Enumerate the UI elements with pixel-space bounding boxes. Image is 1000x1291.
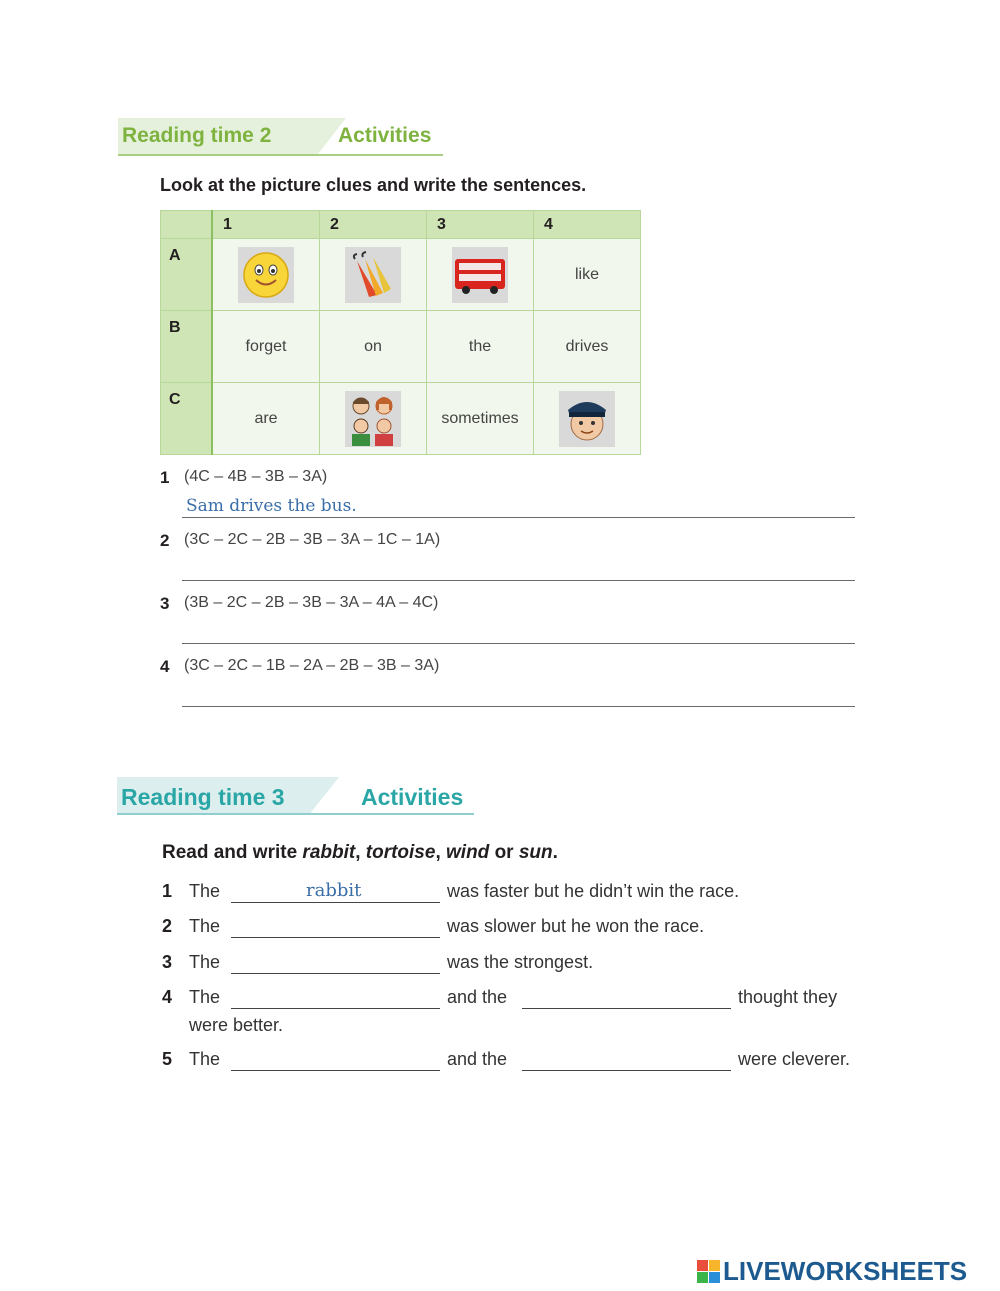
grid-cell-1a	[212, 239, 320, 311]
grid-row-b	[161, 311, 641, 383]
word-tortoise: tortoise	[365, 842, 436, 863]
exercise-number: 3	[160, 594, 170, 613]
fill-blank-4a[interactable]	[231, 1008, 440, 1009]
section-header-reading-time-3	[117, 777, 474, 815]
item-number: 4	[162, 987, 173, 1007]
logo-block	[697, 1272, 708, 1283]
item-number: 5	[162, 1049, 173, 1069]
item-rest: was the strongest.	[447, 952, 594, 972]
fill-blank-5a[interactable]	[231, 1070, 440, 1071]
exercise-sequence: (3B – 2C – 2B – 3B – 3A – 4A – 4C)	[184, 594, 439, 611]
answer-line-4[interactable]	[182, 706, 855, 707]
item-mid: and the	[447, 987, 508, 1007]
exercise-number: 1	[160, 468, 170, 487]
instruction-text: Look at the picture clues and write the sentences.	[160, 175, 587, 195]
item-rest: were cleverer.	[738, 1049, 851, 1069]
item-rest: was faster but he didn’t win the race.	[447, 881, 740, 901]
grid-cell-1c: are	[212, 383, 320, 455]
grid-row-label: A	[161, 239, 213, 311]
logo-blocks-icon	[697, 1260, 720, 1283]
answer-line-3[interactable]	[182, 643, 855, 644]
item-rest-continued: were better.	[189, 1015, 284, 1035]
grid-row-label: B	[161, 311, 213, 383]
exercise-sequence: (3C – 2C – 1B – 2A – 2B – 3B – 3A)	[184, 657, 440, 674]
answer-line-1[interactable]	[182, 517, 855, 518]
item-the: The	[189, 987, 221, 1007]
section-title: Reading time 3	[121, 784, 285, 810]
umbrellas-icon	[345, 247, 401, 303]
fill-blank-3[interactable]	[231, 973, 440, 974]
grid-cell-3a	[427, 239, 534, 311]
written-answer: rabbit	[306, 880, 362, 901]
comma: ,	[355, 842, 366, 863]
grid-column-header: 2	[320, 211, 427, 239]
exercise-sequence: (3C – 2C – 2B – 3B – 3A – 1C – 1A)	[184, 531, 441, 548]
grid-corner-cell	[161, 211, 213, 239]
instruction-text	[162, 842, 558, 864]
section-header-reading-time-2	[118, 118, 443, 156]
grid-row-label: C	[161, 383, 213, 455]
logo-text: LIVEWORKSHEETS	[723, 1256, 968, 1286]
grid-header-row	[161, 211, 641, 239]
word-rabbit: rabbit	[302, 842, 356, 863]
grid-cell-4b: drives	[534, 311, 641, 383]
fill-blank-4b[interactable]	[522, 1008, 731, 1009]
banner-tab-corner	[309, 777, 339, 815]
item-the: The	[189, 916, 221, 936]
red-bus-icon	[452, 247, 508, 303]
section-activities-label: Activities	[338, 124, 432, 147]
bus-driver-icon	[559, 391, 615, 447]
word-sun: sun	[518, 842, 553, 863]
fill-blank-5b[interactable]	[522, 1070, 731, 1071]
banner-underline	[118, 154, 443, 156]
item-rest: thought they	[738, 987, 838, 1007]
logo-block	[697, 1260, 708, 1271]
period: .	[552, 842, 558, 863]
comma: ,	[435, 842, 447, 863]
grid-row-a	[161, 239, 641, 311]
item-the: The	[189, 952, 221, 972]
grid-row-c	[161, 383, 641, 455]
grid-cell-3b: the	[427, 311, 534, 383]
grid-cell-4c	[534, 383, 641, 455]
item-the: The	[189, 881, 221, 901]
section-title: Reading time 2	[122, 124, 272, 147]
grid-cell-1b: forget	[212, 311, 320, 383]
grid-column-header: 1	[212, 211, 320, 239]
word-or: or	[489, 842, 519, 863]
family-people-icon	[345, 391, 401, 447]
written-answer: Sam drives the bus.	[186, 496, 357, 516]
item-mid: and the	[447, 1049, 508, 1069]
liveworksheets-logo[interactable]	[697, 1256, 967, 1287]
grid-column-header: 3	[427, 211, 534, 239]
exercise-number: 4	[160, 657, 170, 676]
grid-cell-2b: on	[320, 311, 427, 383]
answer-line-2[interactable]	[182, 580, 855, 581]
exercise-sequence: (4C – 4B – 3B – 3A)	[184, 468, 328, 485]
item-rest: was slower but he won the race.	[447, 916, 705, 936]
smiley-face-icon	[238, 247, 294, 303]
banner-underline	[117, 813, 474, 815]
exercise-number: 2	[160, 531, 170, 550]
section-activities-label: Activities	[361, 784, 464, 810]
grid-cell-2a	[320, 239, 427, 311]
item-number: 3	[162, 952, 173, 972]
item-the: The	[189, 1049, 221, 1069]
logo-block	[709, 1260, 720, 1271]
word-wind: wind	[446, 842, 490, 863]
item-number: 2	[162, 916, 173, 936]
grid-cell-4a: like	[534, 239, 641, 311]
picture-clue-grid	[160, 210, 641, 455]
instruction-prefix: Read and write	[162, 842, 303, 863]
fill-blank-2[interactable]	[231, 937, 440, 938]
logo-block	[709, 1272, 720, 1283]
grid-column-header: 4	[534, 211, 641, 239]
item-number: 1	[162, 881, 173, 901]
grid-cell-3c: sometimes	[427, 383, 534, 455]
grid-cell-2c	[320, 383, 427, 455]
fill-blank-1[interactable]	[231, 902, 440, 903]
